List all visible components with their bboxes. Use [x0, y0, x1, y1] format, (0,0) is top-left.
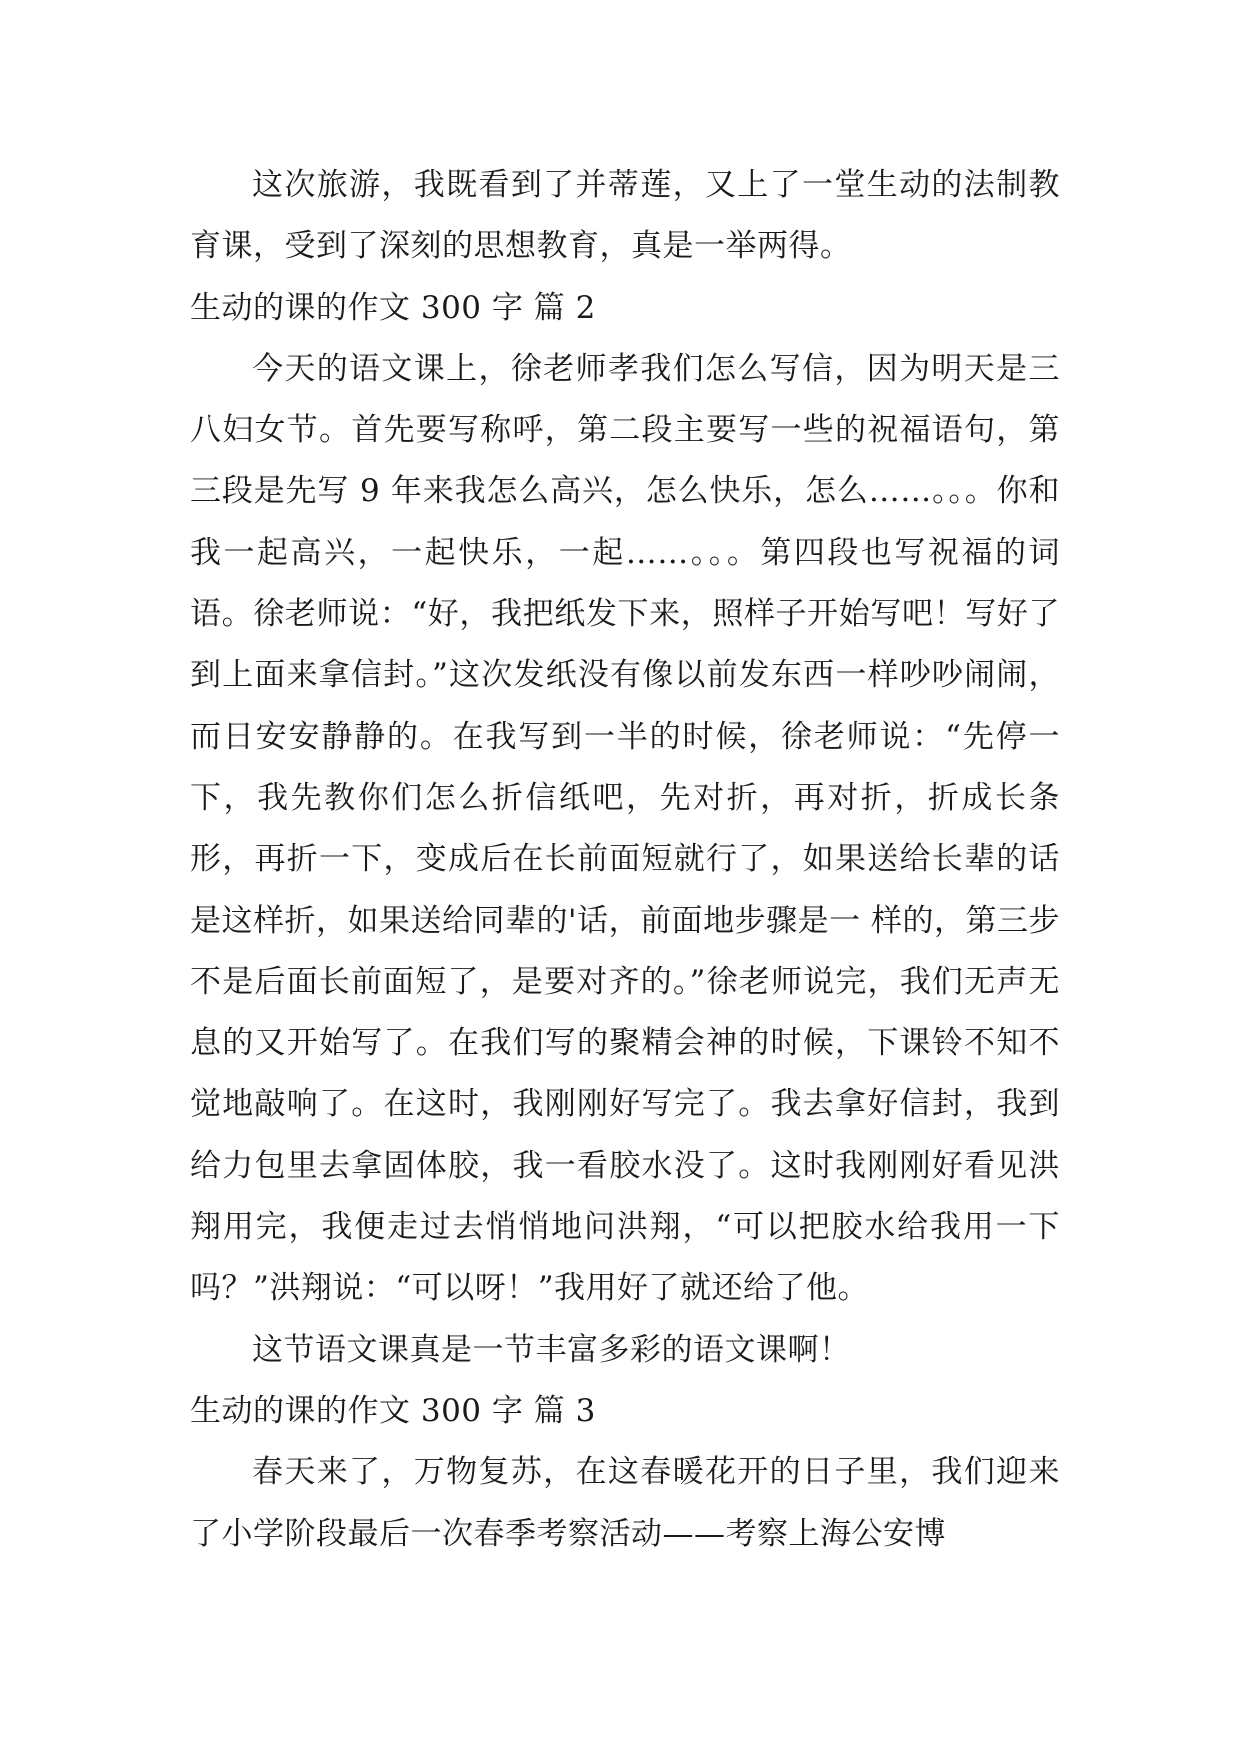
paragraph-letter-writing: 今天的语文课上，徐老师孝我们怎么写信，因为明天是三八妇女节。首先要写称呼，第二段主要写一些的祝福语句，第三段是先写 9 年来我怎么高兴，怎么快乐，怎么……。。。你和我一起高兴，一起快乐，一起……。。。第四段也写祝福的词语。徐老师说：“好，我把纸发下来，照样子开始写吧！写好了到上面来拿信封。”这次发纸没有像以前发东西一样吵吵闹闹，而日安安静静的。在我写到一半的时候，徐老师说：“先停一下，我先教你们怎么折信纸吧，先对折，再对折，折成长条形，再折一下，变成后在长前面短就行了，如果送给长辈的话是这样折，如果送给同辈的'话，前面地步骤是一 样的，第三步不是后面长前面短了，是要对齐的。”徐老师说完，我们无声无息的又开始写了。在我们写的聚精会神的时候，下课铃不知不觉地敲响了。在这时，我刚刚好写完了。我去拿好信封，我到给力包里去拿固体胶，我一看胶水没了。这时我刚刚好看见洪翔用完，我便走过去悄悄地问洪翔，“可以把胶水给我用一下吗？”洪翔说：“可以呀！”我用好了就还给了他。 — [190, 350, 1060, 1307]
paragraph-chinese-class-conclusion: 这节语文课真是一节丰富多彩的语文课啊！ — [252, 1331, 851, 1368]
paragraph-spring-trip: 春天来了，万物复苏，在这春暖花开的日子里，我们迎来了小学阶段最后一次春季考察活动——考察上海公安博 — [190, 1454, 1060, 1552]
document-body — [190, 155, 1060, 1565]
paragraph-travel-conclusion: 这次旅游，我既看到了并蒂莲，又上了一堂生动的法制教育课，受到了深刻的思想教育，真是一举两得。 — [190, 167, 1060, 265]
essay-heading-3: 生动的课的作文 300 字 篇 3 — [190, 1392, 596, 1429]
essay-heading-2: 生动的课的作文 300 字 篇 2 — [190, 289, 596, 326]
